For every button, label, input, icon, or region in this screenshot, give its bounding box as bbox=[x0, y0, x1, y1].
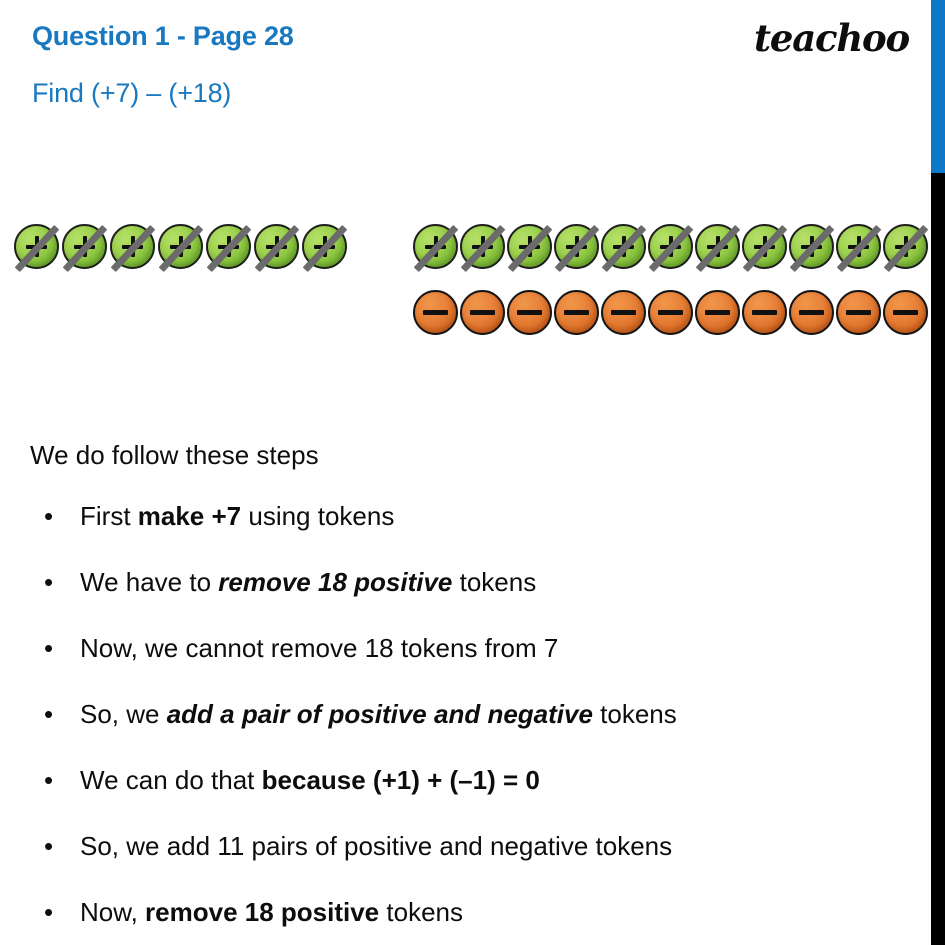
step-text bbox=[80, 569, 536, 595]
bullet-icon: • bbox=[44, 567, 54, 597]
bullet-icon: • bbox=[44, 765, 54, 795]
step-text-fragment: We can do that bbox=[80, 765, 262, 795]
positive-token bbox=[601, 224, 646, 269]
minus-icon bbox=[470, 310, 495, 315]
step-text-fragment: add a pair of positive and negative bbox=[166, 699, 593, 729]
positive-token bbox=[883, 224, 928, 269]
positive-token bbox=[507, 224, 552, 269]
positive-token bbox=[302, 224, 347, 269]
negative-token bbox=[742, 290, 787, 335]
minus-icon bbox=[423, 310, 448, 315]
positive-token bbox=[158, 224, 203, 269]
step-list-item bbox=[0, 569, 900, 635]
minus-icon bbox=[611, 310, 636, 315]
negative-token bbox=[460, 290, 505, 335]
positive-token bbox=[648, 224, 693, 269]
bullet-icon: • bbox=[44, 699, 54, 729]
positive-token bbox=[742, 224, 787, 269]
step-text bbox=[80, 701, 677, 727]
positive-token bbox=[110, 224, 155, 269]
minus-icon bbox=[658, 310, 683, 315]
step-text-fragment: using tokens bbox=[241, 501, 395, 531]
step-text-fragment: Now, bbox=[80, 897, 146, 927]
negative-token bbox=[554, 290, 599, 335]
negative-token bbox=[648, 290, 693, 335]
step-text-fragment: remove 18 positive bbox=[218, 567, 453, 597]
step-text bbox=[80, 767, 540, 793]
step-text bbox=[80, 503, 394, 529]
minus-icon bbox=[893, 310, 918, 315]
positive-token bbox=[460, 224, 505, 269]
negative-token bbox=[836, 290, 881, 335]
positive-token bbox=[554, 224, 599, 269]
step-list-item bbox=[0, 767, 900, 833]
step-text bbox=[80, 899, 463, 925]
step-text-fragment: tokens bbox=[592, 699, 677, 729]
step-list-item bbox=[0, 701, 900, 767]
step-list-item bbox=[0, 635, 900, 701]
negative-token bbox=[789, 290, 834, 335]
positive-token bbox=[14, 224, 59, 269]
minus-icon bbox=[564, 310, 589, 315]
intro-text: We do follow these steps bbox=[30, 440, 319, 470]
minus-icon bbox=[846, 310, 871, 315]
negative-token bbox=[507, 290, 552, 335]
bullet-icon: • bbox=[44, 897, 54, 927]
minus-icon bbox=[705, 310, 730, 315]
minus-icon bbox=[799, 310, 824, 315]
step-list-item bbox=[0, 503, 900, 569]
right-edge-blue-bar bbox=[931, 0, 945, 173]
step-text-fragment: We have to bbox=[80, 567, 219, 597]
step-text bbox=[80, 833, 672, 859]
step-text-fragment: make +7 bbox=[137, 501, 242, 531]
negative-token bbox=[695, 290, 740, 335]
positive-token bbox=[206, 224, 251, 269]
negative-token bbox=[601, 290, 646, 335]
positive-token bbox=[789, 224, 834, 269]
positive-token bbox=[62, 224, 107, 269]
step-text-fragment: tokens bbox=[452, 567, 537, 597]
bullet-icon: • bbox=[44, 831, 54, 861]
negative-token bbox=[883, 290, 928, 335]
teachoo-logo: teachoo bbox=[754, 16, 909, 60]
step-text bbox=[80, 635, 558, 661]
question-prompt: Find (+7) – (+18) bbox=[32, 78, 232, 108]
minus-icon bbox=[517, 310, 542, 315]
positive-token bbox=[254, 224, 299, 269]
positive-token bbox=[695, 224, 740, 269]
step-text-fragment: Now, we cannot remove 18 tokens from 7 bbox=[80, 633, 559, 663]
negative-token bbox=[413, 290, 458, 335]
positive-token bbox=[836, 224, 881, 269]
step-list-item bbox=[0, 833, 900, 899]
positive-token bbox=[413, 224, 458, 269]
step-text-fragment: First bbox=[80, 501, 138, 531]
step-text-fragment: because (+1) + (–1) = 0 bbox=[261, 765, 540, 795]
bullet-icon: • bbox=[44, 633, 54, 663]
steps-list bbox=[0, 503, 900, 945]
step-text-fragment: tokens bbox=[379, 897, 463, 927]
bullet-icon: • bbox=[44, 501, 54, 531]
step-text-fragment: So, we bbox=[80, 699, 167, 729]
step-list-item bbox=[0, 899, 900, 945]
minus-icon bbox=[752, 310, 777, 315]
page-title: Question 1 - Page 28 bbox=[32, 21, 294, 51]
right-edge-black-bar bbox=[931, 173, 945, 945]
step-text-fragment: So, we add 11 pairs of positive and negative tokens bbox=[80, 831, 673, 861]
step-text-fragment: remove 18 positive bbox=[145, 897, 380, 927]
